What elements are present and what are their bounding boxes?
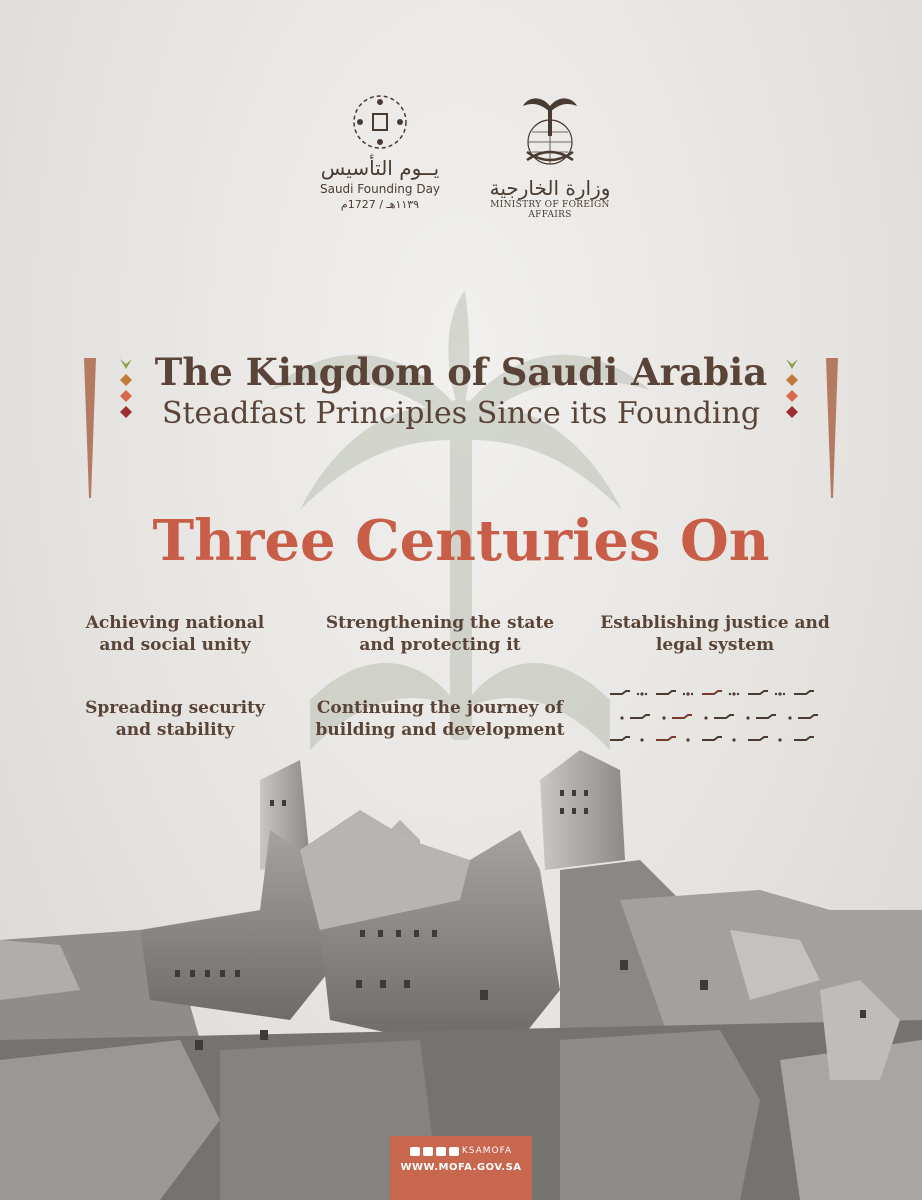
website-link[interactable]: WWW.MOFA.GOV.SA (400, 1162, 522, 1173)
founding-day-logo (300, 92, 460, 211)
youtube-icon[interactable] (410, 1147, 420, 1156)
principle-item (310, 612, 570, 656)
principle-line: Establishing justice and (600, 613, 830, 633)
main-title: Three Centuries On (152, 508, 770, 574)
heading (150, 350, 772, 434)
principle-line: Spreading security (85, 698, 265, 718)
founding-day-english: Saudi Founding Day (319, 182, 441, 196)
mofa-english: MINISTRY OF FOREIGN AFFAIRS (490, 200, 610, 220)
diamond-stack-right (782, 358, 802, 422)
principle-line: legal system (655, 635, 775, 655)
diamond-icon (786, 390, 798, 402)
mofa-emblem-icon (515, 92, 585, 172)
principle-line: and protecting it (359, 635, 521, 655)
diamond-icon (120, 406, 132, 418)
mofa-logo (470, 92, 630, 220)
leaf-icon (119, 358, 133, 370)
founding-day-emblem-icon (350, 92, 410, 152)
mofa-arabic: وزارة الخارجية (489, 176, 611, 200)
social-handle: KSAMOFA (461, 1146, 513, 1156)
principle-line: and stability (115, 720, 235, 740)
principle-line: Continuing the journey of (316, 698, 564, 718)
principle-line: Achieving national (85, 613, 265, 633)
heading-subtitle: Steadfast Principles Since its Founding (161, 396, 761, 431)
mud-brick-ruins-image (0, 740, 922, 1200)
sadu-pattern-icon (608, 688, 828, 748)
principle-item (45, 612, 305, 656)
diamond-icon (786, 406, 798, 418)
heading-title: The Kingdom of Saudi Arabia (154, 350, 768, 394)
decorative-spike-right-icon (820, 358, 844, 498)
instagram-icon[interactable] (436, 1147, 446, 1156)
leaf-icon (785, 358, 799, 370)
principle-item (585, 612, 845, 656)
founding-day-arabic: يــوم التأسيس (320, 156, 440, 180)
facebook-icon[interactable] (423, 1147, 433, 1156)
principle-line: building and development (315, 720, 565, 740)
footer-bar (390, 1136, 532, 1200)
principle-line: and social unity (99, 635, 251, 655)
diamond-stack-left (116, 358, 136, 422)
diamond-icon (120, 374, 132, 386)
diamond-icon (120, 390, 132, 402)
diamond-icon (786, 374, 798, 386)
x-icon[interactable] (449, 1147, 459, 1156)
decorative-spike-left-icon (78, 358, 102, 498)
founding-day-year: ١١٣٩هـ / 1727م (340, 198, 420, 211)
principle-item (45, 697, 305, 741)
social-links (390, 1146, 532, 1156)
principle-line: Strengthening the state (325, 613, 555, 633)
principle-item (310, 697, 570, 741)
